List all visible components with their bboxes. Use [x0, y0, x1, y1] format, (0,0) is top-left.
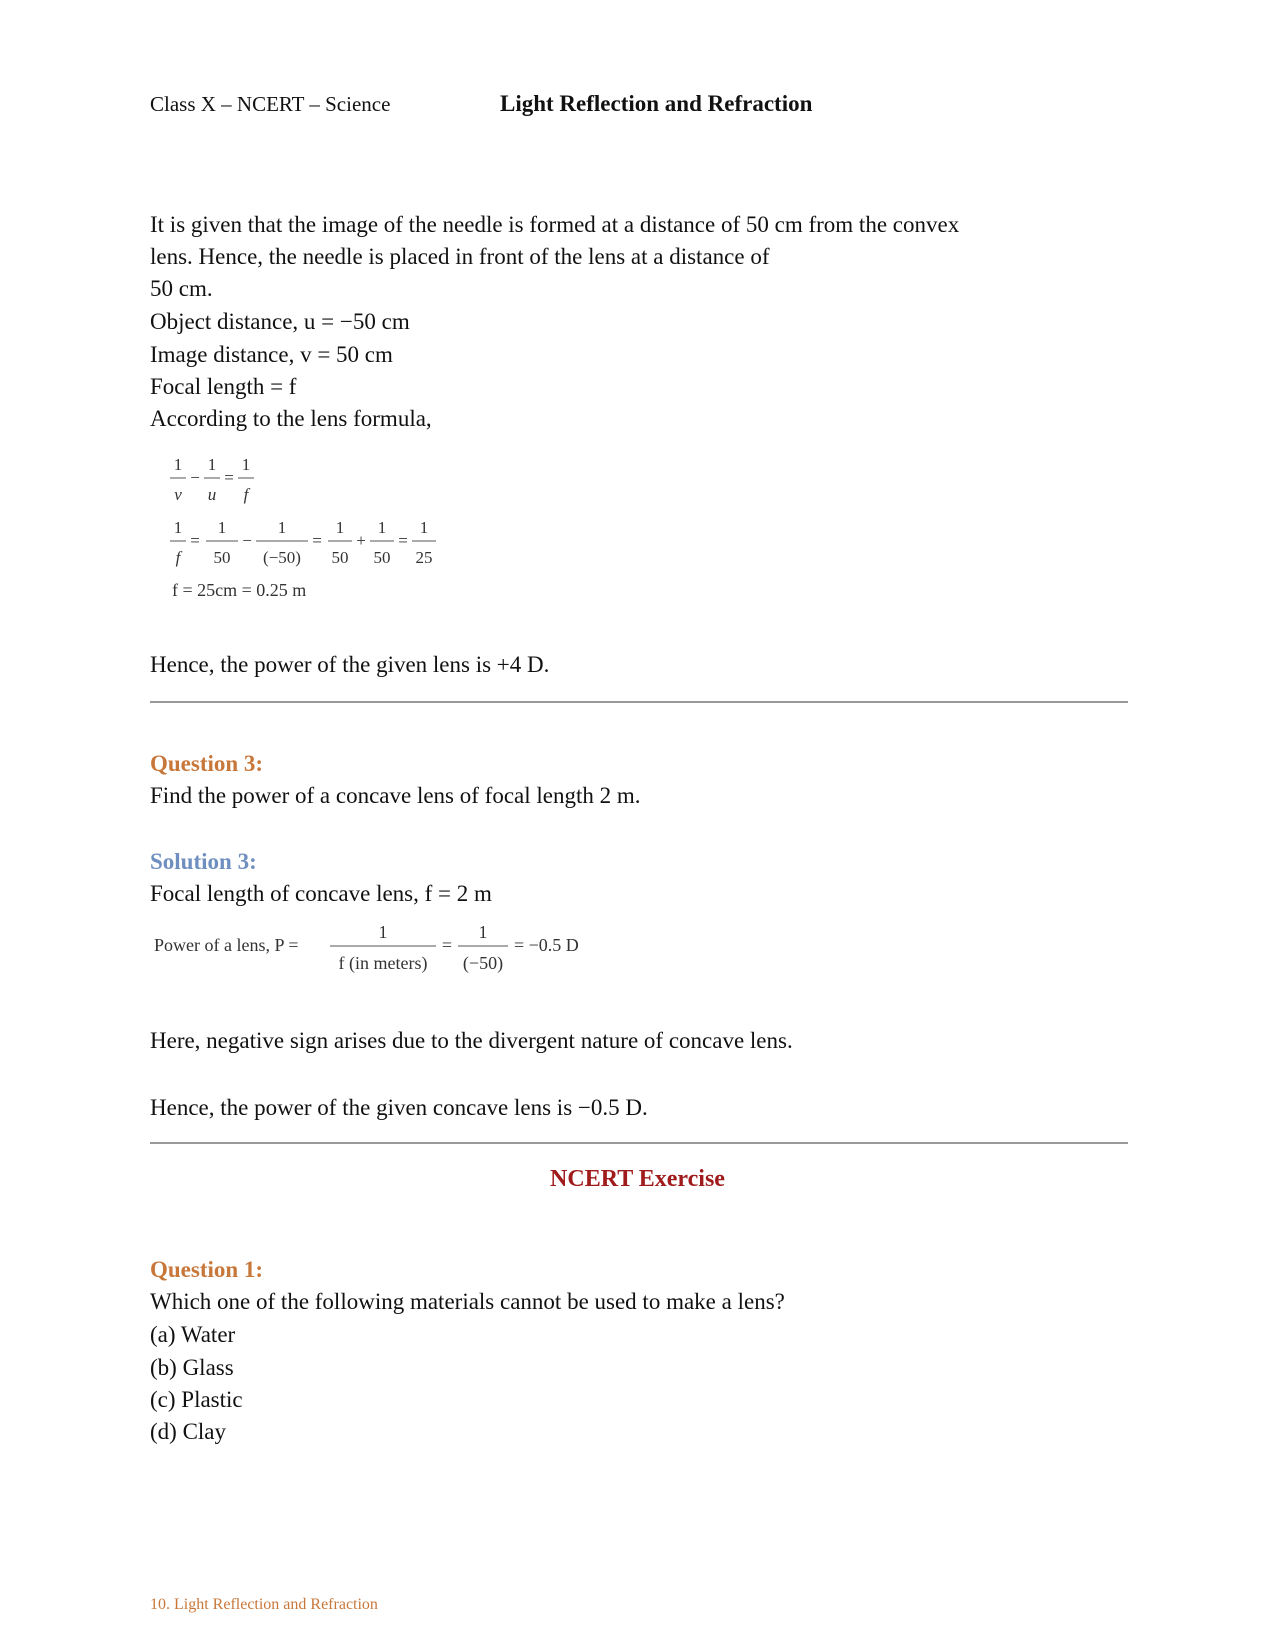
exercise-question1-heading: Question 1: — [150, 1257, 264, 1282]
power-f1-n: 1 — [378, 922, 388, 942]
power-f2-d: (−50) — [462, 953, 504, 973]
lens-formula-intro: According to the lens formula, — [150, 406, 432, 431]
option-d: (d) Clay — [150, 1419, 227, 1444]
focal-length-calculation — [168, 515, 458, 571]
eq2-t5-d: 25 — [415, 548, 433, 567]
eq1-d2: u — [207, 485, 217, 504]
image-distance-line: Image distance, v = 50 cm — [150, 342, 393, 367]
solution3-heading: Solution 3: — [150, 849, 257, 874]
section-divider-1 — [150, 701, 1128, 703]
solution2-conclusion: Hence, the power of the given lens is +4 D. — [150, 652, 550, 677]
eq1-n2: 1 — [207, 455, 217, 474]
eq2-t3-d: 50 — [331, 548, 349, 567]
power-formula — [152, 920, 612, 976]
eq2-lhs-n: 1 — [173, 518, 183, 537]
page-footer: 10. Light Reflection and Refraction — [150, 1596, 378, 1613]
eq2-eq3: = — [398, 531, 408, 550]
solution3-focal-length: Focal length of concave lens, f = 2 m — [150, 881, 492, 906]
power-eq: = — [441, 935, 453, 955]
eq2-t2-d: (−50) — [263, 548, 301, 567]
option-a: (a) Water — [150, 1322, 236, 1347]
power-f1-d: f (in meters) — [338, 953, 428, 973]
question3-text: Find the power of a concave lens of focal length 2 m. — [150, 783, 641, 808]
power-f2-n: 1 — [478, 922, 488, 942]
header-chapter-title: Light Reflection and Refraction — [500, 91, 813, 116]
header-subject: Class X – NCERT – Science — [150, 92, 391, 116]
eq1-n3: 1 — [241, 455, 251, 474]
solution3-conclusion: Hence, the power of the given concave lens is −0.5 D. — [150, 1095, 648, 1120]
eq2-eq1: = — [190, 531, 200, 550]
focal-length-result: f = 25cm = 0.25 m — [172, 580, 307, 600]
eq1-d1: v — [174, 485, 182, 504]
eq2-eq2: = — [312, 531, 322, 550]
question3-heading: Question 3: — [150, 751, 264, 776]
eq2-t2-n: 1 — [277, 518, 287, 537]
eq2-t4-d: 50 — [373, 548, 391, 567]
focal-length-line: Focal length = f — [150, 374, 297, 399]
eq2-minus: − — [242, 531, 252, 550]
eq1-op1: − — [190, 468, 200, 487]
lens-formula-equation — [168, 452, 268, 508]
eq2-t4-n: 1 — [377, 518, 387, 537]
solution2-line-1: It is given that the image of the needle is formed at a distance of 50 cm from the convex — [150, 212, 960, 237]
solution3-note: Here, negative sign arises due to the divergent nature of concave lens. — [150, 1028, 793, 1053]
option-c: (c) Plastic — [150, 1387, 243, 1412]
eq2-t5-n: 1 — [419, 518, 429, 537]
eq2-lhs-d: f — [175, 548, 181, 567]
solution2-line-3: 50 cm. — [150, 276, 213, 301]
eq1-d3: f — [243, 485, 249, 504]
eq2-t1-n: 1 — [217, 518, 227, 537]
power-result: = −0.5 D — [514, 935, 579, 955]
section-divider-2 — [150, 1142, 1128, 1144]
eq1-op2: = — [224, 468, 234, 487]
eq1-n1: 1 — [173, 455, 183, 474]
ncert-exercise-title: NCERT Exercise — [550, 1166, 725, 1192]
option-b: (b) Glass — [150, 1355, 234, 1380]
eq2-t3-n: 1 — [335, 518, 345, 537]
power-formula-prefix: Power of a lens, P = — [154, 935, 299, 955]
eq2-plus: + — [356, 531, 366, 550]
eq2-t1-d: 50 — [213, 548, 231, 567]
solution2-line-2: lens. Hence, the needle is placed in front of the lens at a distance of — [150, 244, 770, 269]
object-distance-line: Object distance, u = −50 cm — [150, 309, 410, 334]
exercise-question1-text: Which one of the following materials cannot be used to make a lens? — [150, 1289, 785, 1314]
